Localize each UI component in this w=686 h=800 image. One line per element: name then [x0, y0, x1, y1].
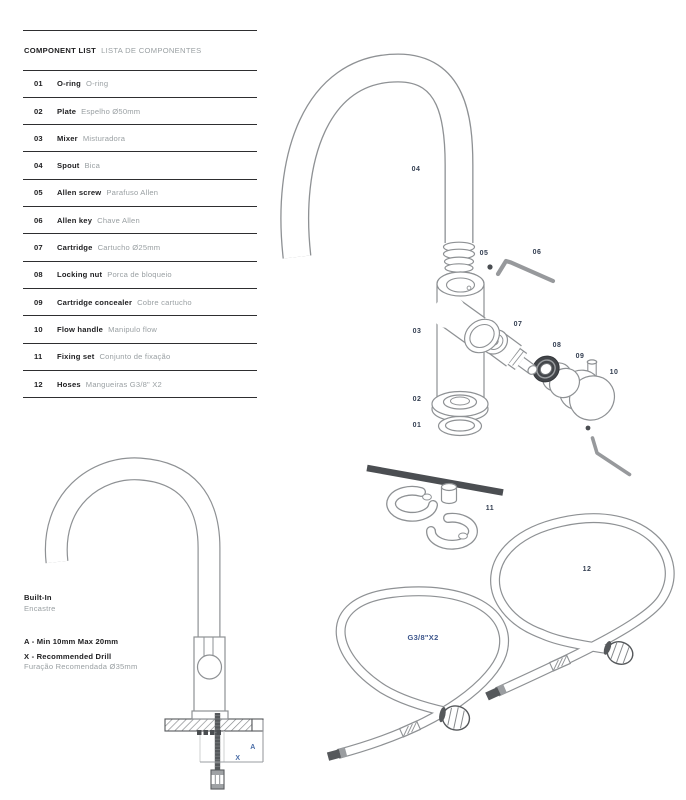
- dim-x-note-pt: Furação Recomendada Ø35mm: [24, 662, 138, 671]
- part-label-fixing-set: 11: [485, 505, 495, 512]
- component-number: 10: [34, 324, 43, 334]
- handle-screw-drawing: [586, 426, 591, 431]
- part-label-cartridge: 07: [513, 321, 523, 328]
- component-number: 12: [34, 379, 43, 389]
- component-name-pt: Conjunto de fixação: [99, 352, 171, 362]
- fixing-clamp-2-drawing: [431, 518, 473, 545]
- component-list: [23, 30, 257, 398]
- component-name-pt: Chave Allen: [97, 215, 140, 225]
- component-name-en: Flow handle: [57, 324, 104, 334]
- hose-left-drawing: [328, 591, 504, 756]
- part-label-flow-handle: 10: [609, 369, 619, 376]
- component-number: 03: [34, 133, 43, 143]
- part-label-o-ring: 01: [412, 422, 422, 429]
- mounting-flange-drawing: [192, 711, 228, 719]
- component-row: [23, 71, 257, 98]
- component-number: 06: [34, 215, 43, 225]
- component-number: 05: [34, 188, 43, 198]
- component-row: [23, 289, 257, 316]
- component-number: 04: [34, 161, 43, 171]
- allen-key-icon: [498, 261, 553, 281]
- part-label-locking-nut: 08: [552, 342, 562, 349]
- component-number: 08: [34, 270, 43, 280]
- component-name-pt: Espelho Ø50mm: [81, 106, 141, 116]
- component-name-en: Locking nut: [57, 270, 103, 280]
- built-in-subtitle: Encastre: [24, 603, 56, 613]
- component-row: [23, 180, 257, 207]
- component-number: 09: [34, 297, 43, 307]
- component-number: 01: [34, 79, 43, 89]
- component-name-en: Cartridge concealer: [57, 297, 133, 307]
- component-name-pt: Bica: [84, 161, 101, 171]
- dim-a-note: A - Min 10mm Max 20mm: [24, 637, 119, 646]
- component-name-en: Mixer: [57, 133, 78, 143]
- part-label-spout: 04: [411, 166, 421, 173]
- hose-spec-label: G3/8"X2: [407, 633, 439, 642]
- o-ring-drawing: [439, 417, 482, 436]
- component-row: [23, 125, 257, 152]
- dim-x-label: X: [235, 755, 241, 762]
- builtin-body-drawing: [194, 637, 225, 718]
- component-list-title-en: COMPONENT LIST: [24, 45, 97, 55]
- component-row: [23, 344, 257, 371]
- component-row: [23, 371, 257, 398]
- component-number: 02: [34, 106, 43, 116]
- part-label-plate: 02: [412, 396, 422, 403]
- fixing-nut-drawing: [442, 484, 457, 504]
- component-name-en: Spout: [57, 161, 80, 171]
- countertop-drawing: [165, 719, 263, 731]
- component-row: [23, 234, 257, 261]
- spout-drawing: [295, 68, 459, 257]
- shank-outline: [200, 731, 224, 762]
- part-label-hoses: 12: [582, 566, 592, 573]
- component-name-pt: Mangueiras G3/8" X2: [85, 379, 162, 389]
- component-name-en: Allen screw: [57, 188, 102, 198]
- hose-right-drawing: [487, 518, 670, 696]
- hex-nut-drawing: [211, 770, 224, 789]
- fixing-clamp-1-drawing: [391, 491, 433, 517]
- component-name-pt: Porca de bloqueio: [107, 270, 172, 280]
- component-list-header: [23, 31, 257, 71]
- component-name-en: O-ring: [57, 79, 81, 89]
- component-name-pt: O-ring: [85, 79, 109, 89]
- component-name-pt: Misturadora: [82, 133, 126, 143]
- allen-screw-drawing: [487, 264, 492, 269]
- part-label-cartridge-concealer: 09: [575, 353, 585, 360]
- component-row: [23, 262, 257, 289]
- component-name-en: Fixing set: [57, 352, 95, 362]
- component-name-en: Hoses: [57, 379, 81, 389]
- part-label-allen-screw: 05: [479, 250, 489, 257]
- dim-a-label: A: [250, 744, 256, 751]
- component-name-en: Plate: [57, 106, 77, 116]
- part-label-allen-key: 06: [532, 249, 542, 256]
- component-list-title-pt: LISTA DE COMPONENTES: [101, 45, 202, 55]
- dim-x-note-en: X - Recommended Drill: [24, 651, 112, 661]
- handle-allen-key-icon: [593, 438, 630, 475]
- built-in-notes: [24, 593, 137, 673]
- component-row: [23, 207, 257, 234]
- exploded-diagram: [270, 30, 686, 790]
- component-name-pt: Cobre cartucho: [137, 297, 192, 307]
- component-number: 11: [34, 352, 43, 362]
- spout-connector-rings: [444, 242, 475, 272]
- component-name-pt: Parafuso Allen: [106, 188, 159, 198]
- built-in-title: Built-In: [24, 593, 52, 602]
- part-label-mixer: 03: [412, 328, 422, 335]
- component-number: 07: [34, 243, 43, 253]
- component-row: [23, 152, 257, 179]
- component-name-pt: Cartucho Ø25mm: [97, 243, 161, 253]
- component-name-en: Allen key: [57, 215, 93, 225]
- fixing-rod-drawing: [367, 468, 503, 493]
- component-name-pt: Manipulo flow: [108, 324, 158, 334]
- component-row: [23, 316, 257, 343]
- component-row: [23, 98, 257, 125]
- component-name-en: Cartridge: [57, 243, 93, 253]
